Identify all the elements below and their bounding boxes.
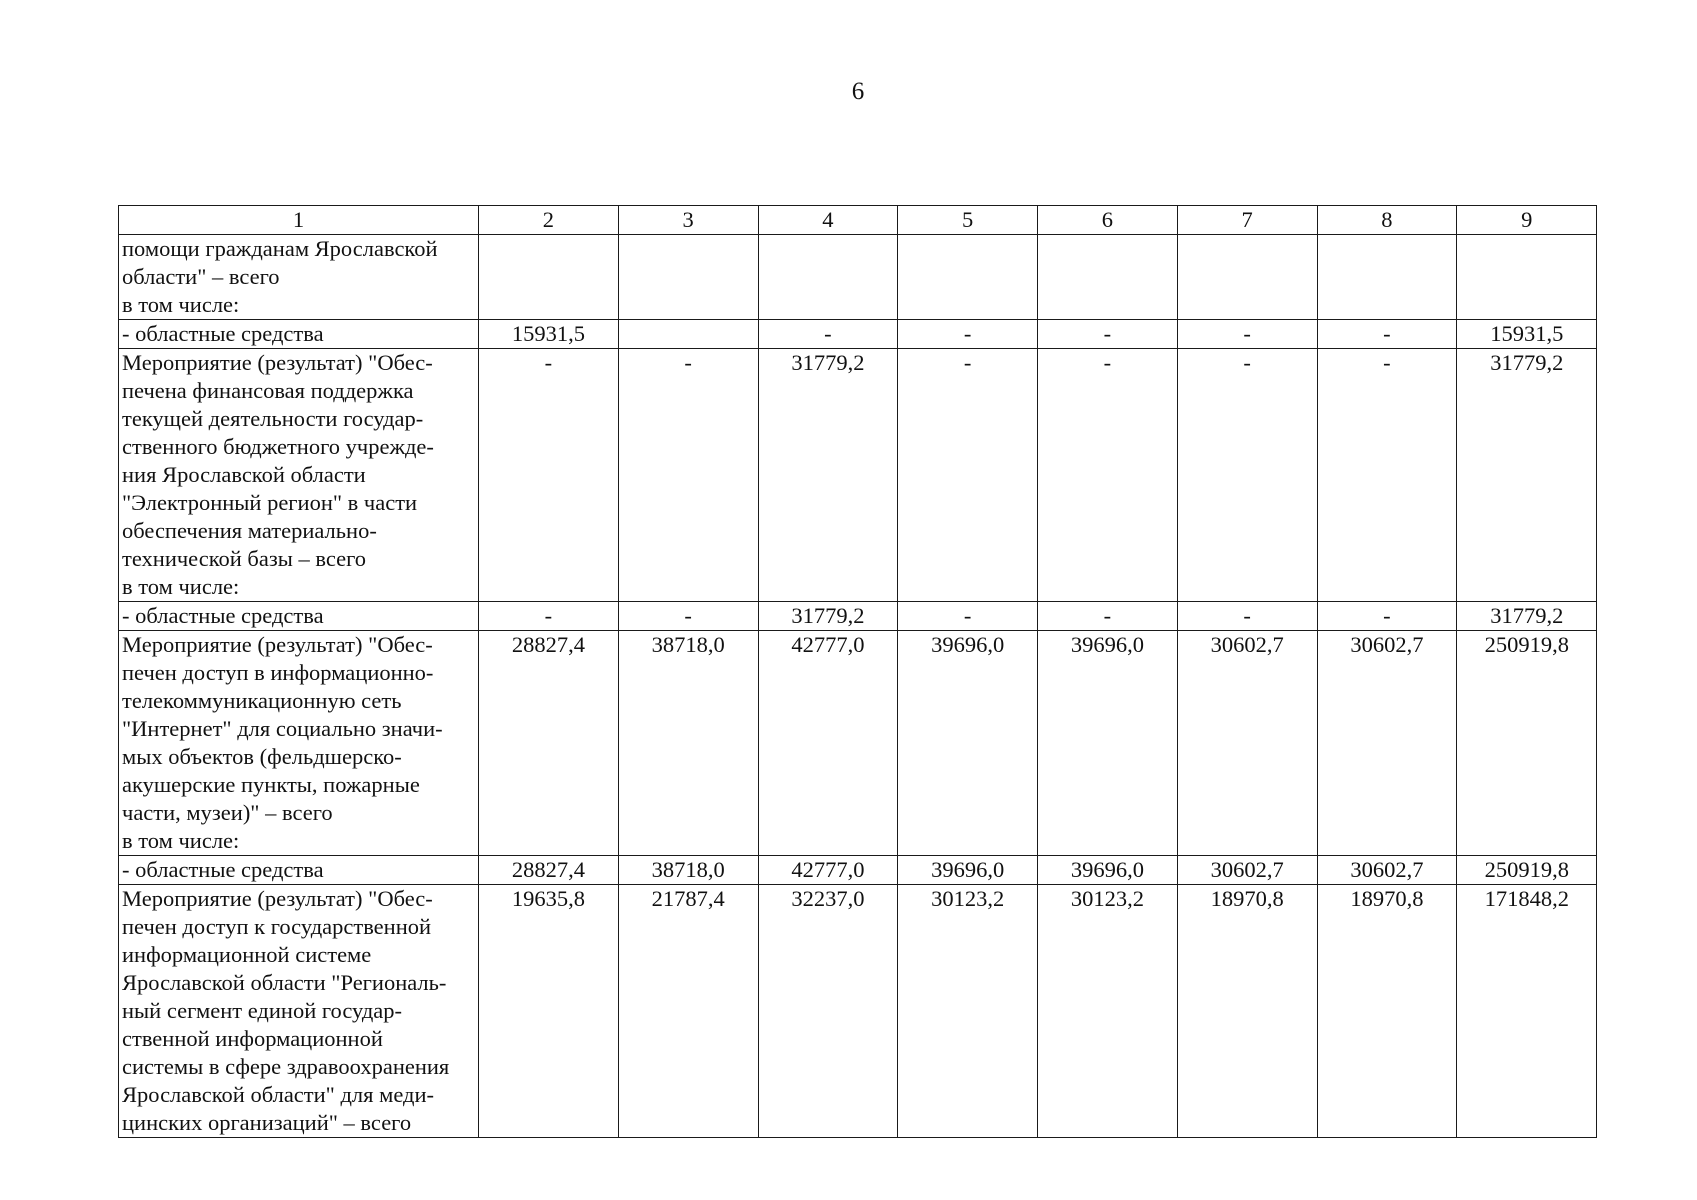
page-number: 6: [851, 78, 865, 105]
row-description-line: области" – всего: [122, 264, 280, 289]
value-cell: [1177, 235, 1317, 320]
value-cell: [1317, 235, 1457, 320]
column-header: 6: [1038, 206, 1178, 235]
row-description-line: - областные средства: [122, 857, 324, 882]
row-description-line: Мероприятие (результат) "Обес-: [122, 886, 433, 911]
column-header: 3: [618, 206, 758, 235]
value-cell: 30602,7: [1177, 856, 1317, 885]
row-description-cell: [119, 349, 479, 602]
row-description-line: обеспечения материально-: [122, 518, 377, 543]
row-description-line: системы в сфере здравоохранения: [122, 1054, 450, 1079]
value-cell: 30602,7: [1317, 856, 1457, 885]
value-cell: 31779,2: [758, 349, 898, 602]
header-row: [119, 206, 1597, 235]
value-cell: 21787,4: [618, 885, 758, 1138]
value-cell: 38718,0: [618, 631, 758, 856]
value-cell: 39696,0: [1038, 631, 1178, 856]
value-cell: [618, 235, 758, 320]
value-cell: 32237,0: [758, 885, 898, 1138]
value-cell: 39696,0: [898, 631, 1038, 856]
row-description-line: мых объектов (фельдшерско-: [122, 744, 402, 769]
row-description-cell: [119, 885, 479, 1138]
row-description-line: Ярославской области" для меди-: [122, 1082, 435, 1107]
row-description-line: Мероприятие (результат) "Обес-: [122, 632, 433, 657]
value-cell: -: [1317, 349, 1457, 602]
row-description-line: печена финансовая поддержка: [122, 378, 414, 403]
value-cell: 30602,7: [1177, 631, 1317, 856]
value-cell: 31779,2: [1457, 349, 1597, 602]
row-description-line: ственной информационной: [122, 1026, 383, 1051]
value-cell: -: [618, 349, 758, 602]
column-header: 8: [1317, 206, 1457, 235]
value-cell: -: [898, 320, 1038, 349]
value-cell: -: [618, 602, 758, 631]
row-description-line: цинских организаций" – всего: [122, 1110, 412, 1135]
row-description-line: "Электронный регион" в части: [122, 490, 418, 515]
value-cell: [758, 235, 898, 320]
value-cell: 18970,8: [1177, 885, 1317, 1138]
value-cell: -: [898, 602, 1038, 631]
value-cell: -: [1317, 320, 1457, 349]
value-cell: 28827,4: [479, 856, 619, 885]
table-row: [119, 602, 1597, 631]
table-row: [119, 235, 1597, 320]
column-header: 1: [119, 206, 479, 235]
value-cell: 15931,5: [479, 320, 619, 349]
value-cell: -: [479, 602, 619, 631]
value-cell: 38718,0: [618, 856, 758, 885]
value-cell: 42777,0: [758, 631, 898, 856]
row-description-cell: [119, 631, 479, 856]
value-cell: 42777,0: [758, 856, 898, 885]
value-cell: -: [1038, 349, 1178, 602]
row-description-line: текущей деятельности государ-: [122, 406, 424, 431]
row-description-line: Мероприятие (результат) "Обес-: [122, 350, 433, 375]
table-row: [119, 349, 1597, 602]
value-cell: -: [479, 349, 619, 602]
row-description-line: в том числе:: [122, 292, 240, 317]
row-description-line: в том числе:: [122, 574, 240, 599]
value-cell: 39696,0: [1038, 856, 1178, 885]
row-description-line: ный сегмент единой государ-: [122, 998, 403, 1023]
value-cell: 30602,7: [1317, 631, 1457, 856]
table-row: [119, 856, 1597, 885]
value-cell: -: [758, 320, 898, 349]
value-cell: 30123,2: [1038, 885, 1178, 1138]
table-row: [119, 631, 1597, 856]
row-description-line: печен доступ в информационно-: [122, 660, 434, 685]
column-header: 2: [479, 206, 619, 235]
value-cell: -: [1038, 320, 1178, 349]
value-cell: 31779,2: [758, 602, 898, 631]
value-cell: -: [1177, 320, 1317, 349]
value-cell: -: [898, 349, 1038, 602]
row-description-cell: [119, 320, 479, 349]
value-cell: -: [1177, 602, 1317, 631]
row-description-line: Ярославской области "Региональ-: [122, 970, 447, 995]
value-cell: -: [1177, 349, 1317, 602]
value-cell: [898, 235, 1038, 320]
column-header: 7: [1177, 206, 1317, 235]
row-description-line: телекоммуникационную сеть: [122, 688, 402, 713]
budget-table: [118, 205, 1597, 1138]
value-cell: 30123,2: [898, 885, 1038, 1138]
row-description-line: - областные средства: [122, 321, 324, 346]
value-cell: 18970,8: [1317, 885, 1457, 1138]
column-header: 4: [758, 206, 898, 235]
value-cell: 171848,2: [1457, 885, 1597, 1138]
value-cell: 250919,8: [1457, 631, 1597, 856]
value-cell: -: [1317, 602, 1457, 631]
value-cell: 28827,4: [479, 631, 619, 856]
table-row: [119, 885, 1597, 1138]
value-cell: 39696,0: [898, 856, 1038, 885]
row-description-line: части, музеи)" – всего: [122, 800, 333, 825]
row-description-line: - областные средства: [122, 603, 324, 628]
value-cell: 15931,5: [1457, 320, 1597, 349]
value-cell: 19635,8: [479, 885, 619, 1138]
row-description-line: "Интернет" для социально значи-: [122, 716, 443, 741]
row-description-line: информационной системе: [122, 942, 372, 967]
row-description-cell: [119, 235, 479, 320]
row-description-cell: [119, 602, 479, 631]
row-description-line: ственного бюджетного учрежде-: [122, 434, 434, 459]
table-row: [119, 320, 1597, 349]
value-cell: [1038, 235, 1178, 320]
value-cell: 250919,8: [1457, 856, 1597, 885]
row-description-line: акушерские пункты, пожарные: [122, 772, 420, 797]
row-description-line: печен доступ к государственной: [122, 914, 432, 939]
row-description-line: помощи гражданам Ярославской: [122, 236, 438, 261]
row-description-line: в том числе:: [122, 828, 240, 853]
row-description-line: технической базы – всего: [122, 546, 367, 571]
row-description-line: ния Ярославской области: [122, 462, 366, 487]
value-cell: [618, 320, 758, 349]
value-cell: 31779,2: [1457, 602, 1597, 631]
column-header: 5: [898, 206, 1038, 235]
value-cell: [479, 235, 619, 320]
row-description-cell: [119, 856, 479, 885]
column-header: 9: [1457, 206, 1597, 235]
value-cell: -: [1038, 602, 1178, 631]
budget-table-body: [119, 206, 1597, 1138]
value-cell: [1457, 235, 1597, 320]
